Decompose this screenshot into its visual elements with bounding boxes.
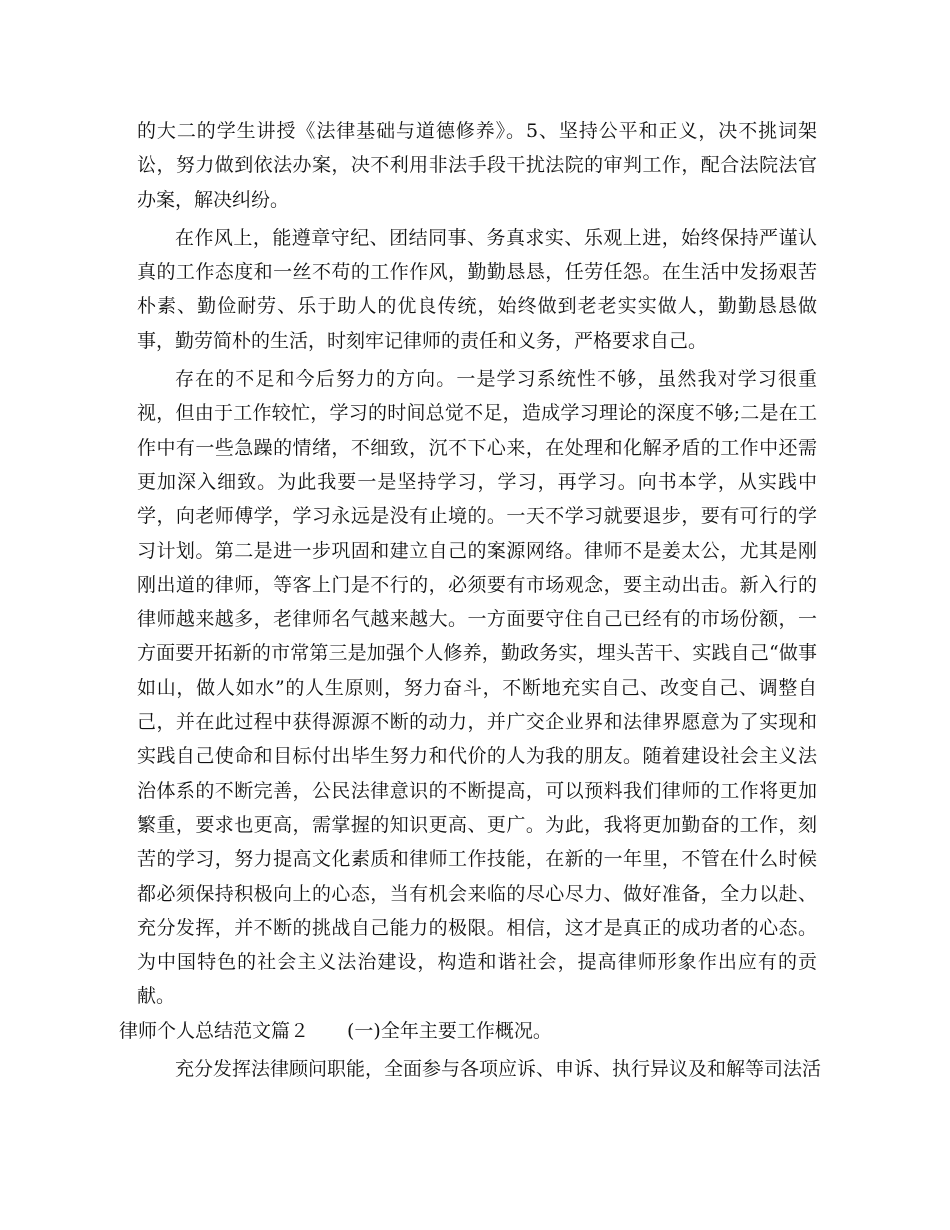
paragraph-continuation: 的大二的学生讲授《法律基础与道德修养》。5、坚持公平和正义，决不挑词架讼，努力做到依法办案，决不利用非法手段干扰法院的审判工作，配合法院法官办案，解决纠纷。 — [137, 120, 817, 211]
section-title: 律师个人总结范文篇２ — [119, 1019, 310, 1042]
section-subtitle: (一)全年主要工作概况。 — [347, 1019, 552, 1042]
paragraph-shortcomings: 存在的不足和今后努力的方向。一是学习系统性不够，虽然我对学习很重视，但由于工作较忙，学习的时间总觉不足，造成学习理论的深度不够;二是在工作中有一些急躁的情绪，不细致，沉不下心来，在处理和化解矛盾的工作中还需更加深入细致。为此我要一是坚持学习，学习，再学习。向书本学，从实践中学，向老师傅学，学习永远是没有止境的。一天不学习就要退步，要有可行的学习计划。第二是进一步巩固和建立自己的案源网络。律师不是姜太公，尤其是刚刚出道的律师，等客上门是不行的，必须要有市场观念，要主动出击。新入行的律师越来越多，老律师名气越来越大。一方面要守住自己已经有的市场份额，一方面要开拓新的市常第三是加强个人修养，勤政务实，埋头苦干、实践自己“做事如山，做人如水”的人生原则，努力奋斗，不断地充实自己、改变自己、调整自己，并在此过程中获得源源不断的动力，并广交企业界和法律界愿意为了实现和实践自己使命和目标付出毕生努力和代价的人为我的朋友。随着建设社会主义法治体系的不断完善，公民法律意识的不断提高，可以预料我们律师的工作将更加繁重，要求也更高，需掌握的知识更高、更广。为此，我将更加勤奋的工作，刻苦的学习，努力提高文化素质和律师工作技能，在新的一年里，不管在什么时候都必须保持积极向上的心态，当有机会来临的尽心尽力、做好准备，全力以赴、充分发挥，并不断的挑战自己能力的极限。相信，这才是真正的成功者的心态。为中国特色的社会主义法治建设，构造和谐社会，提高律师形象作出应有的贡献。 — [137, 368, 817, 1008]
section-heading — [119, 1014, 817, 1048]
document-body — [119, 114, 822, 1086]
paragraph-work-style: 在作风上，能遵章守纪、团结同事、务真求实、乐观上进，始终保持严谨认真的工作态度和一丝不苟的工作作风，勤勤恳恳，任劳任怨。在生活中发扬艰苦朴素、勤俭耐劳、乐于助人的优良传统，始终做到老老实实做人，勤勤恳恳做事，勤劳简朴的生活，时刻牢记律师的责任和义务，严格要求自己。 — [137, 226, 817, 352]
paragraph-legal-advisor: 充分发挥法律顾问职能，全面参与各项应诉、申诉、执行异议及和解等司法活 — [175, 1058, 822, 1081]
